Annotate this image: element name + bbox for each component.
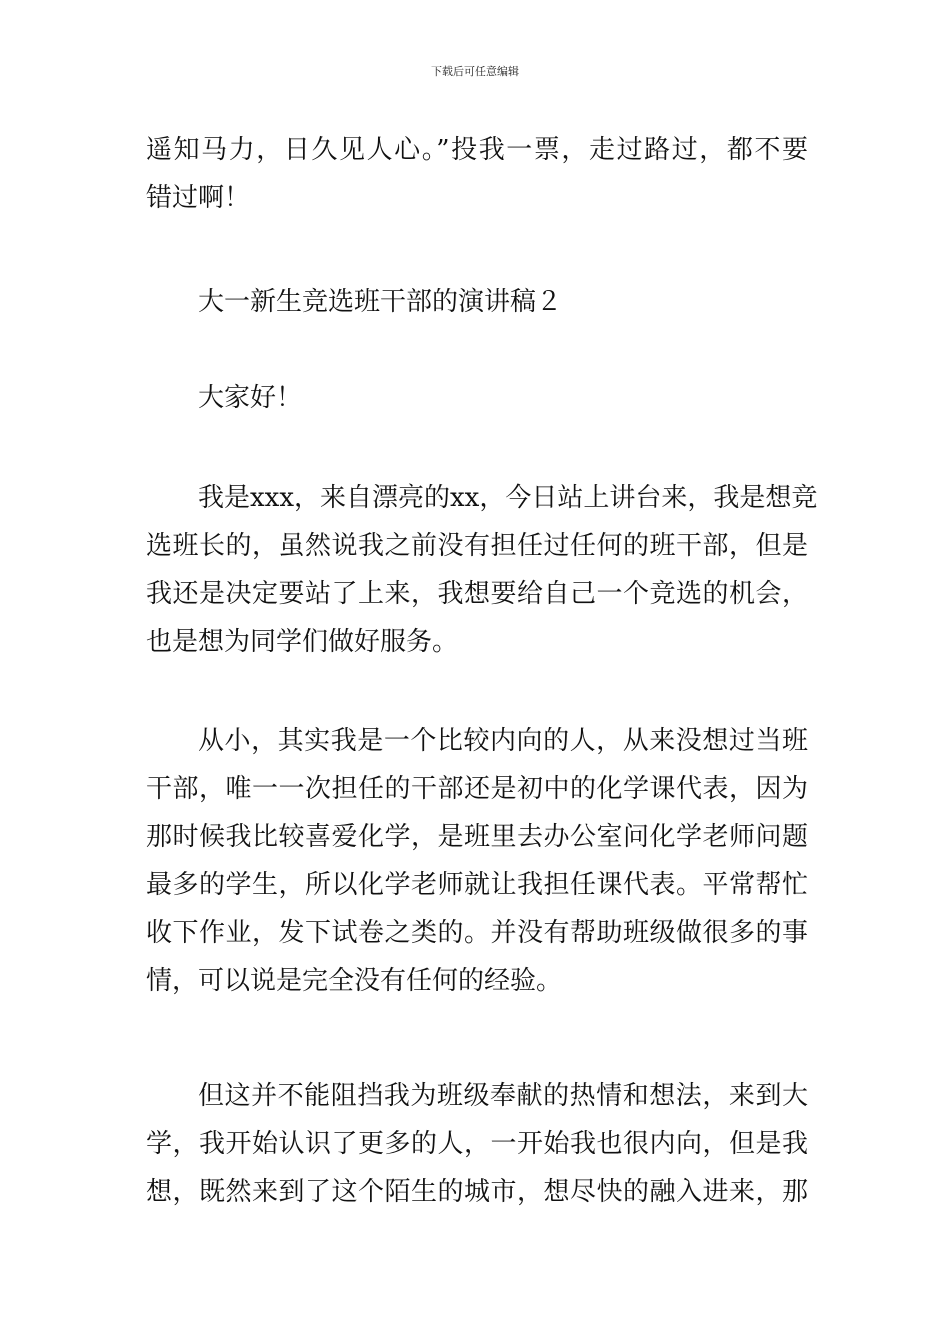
paragraph-continuation (146, 126, 808, 222)
text-line: 最多的学生，所以化学老师就让我担任课代表。平常帮忙 (146, 870, 808, 900)
text-line: 也是想为同学们做好服务。 (146, 627, 459, 657)
text-line: 那时候我比较喜爱化学，是班里去办公室问化学老师问题 (146, 822, 808, 852)
text-line: 我是xxx，来自漂亮的xx，今日站上讲台来，我是想竞 (198, 483, 818, 513)
text-line: 情，可以说是完全没有任何的经验。 (146, 966, 563, 996)
text-line: 遥知马力，日久见人心。”投我一票，走过路过，都不要 (146, 135, 808, 165)
greeting (146, 374, 808, 422)
text-line: 从小，其实我是一个比较内向的人，从来没想过当班 (198, 726, 808, 756)
paragraph-intro (146, 474, 818, 666)
greeting-text: 大家好！ (198, 383, 303, 413)
text-line: 选班长的，虽然说我之前没有担任过任何的班干部，但是 (146, 531, 808, 561)
text-line: 收下作业，发下试卷之类的。并没有帮助班级做很多的事 (146, 918, 808, 948)
text-line: 我还是决定要站了上来，我想要给自己一个竞选的机会， (146, 579, 808, 609)
text-line: 错过啊！ (146, 183, 251, 213)
heading-text: 大一新生竞选班干部的演讲稿２ (198, 287, 563, 317)
text-line: 但这并不能阻挡我为班级奉献的热情和想法，来到大 (198, 1081, 808, 1111)
text-line: 干部，唯一一次担任的干部还是初中的化学课代表，因为 (146, 774, 808, 804)
paragraph-motivation (146, 1072, 808, 1216)
section-heading (146, 278, 808, 326)
paragraph-background (146, 717, 808, 1005)
text-line: 想，既然来到了这个陌生的城市，想尽快的融入进来，那 (146, 1177, 808, 1207)
text-line: 学，我开始认识了更多的人，一开始我也很内向，但是我 (146, 1129, 808, 1159)
page-header: 下载后可任意编辑 (431, 65, 519, 78)
